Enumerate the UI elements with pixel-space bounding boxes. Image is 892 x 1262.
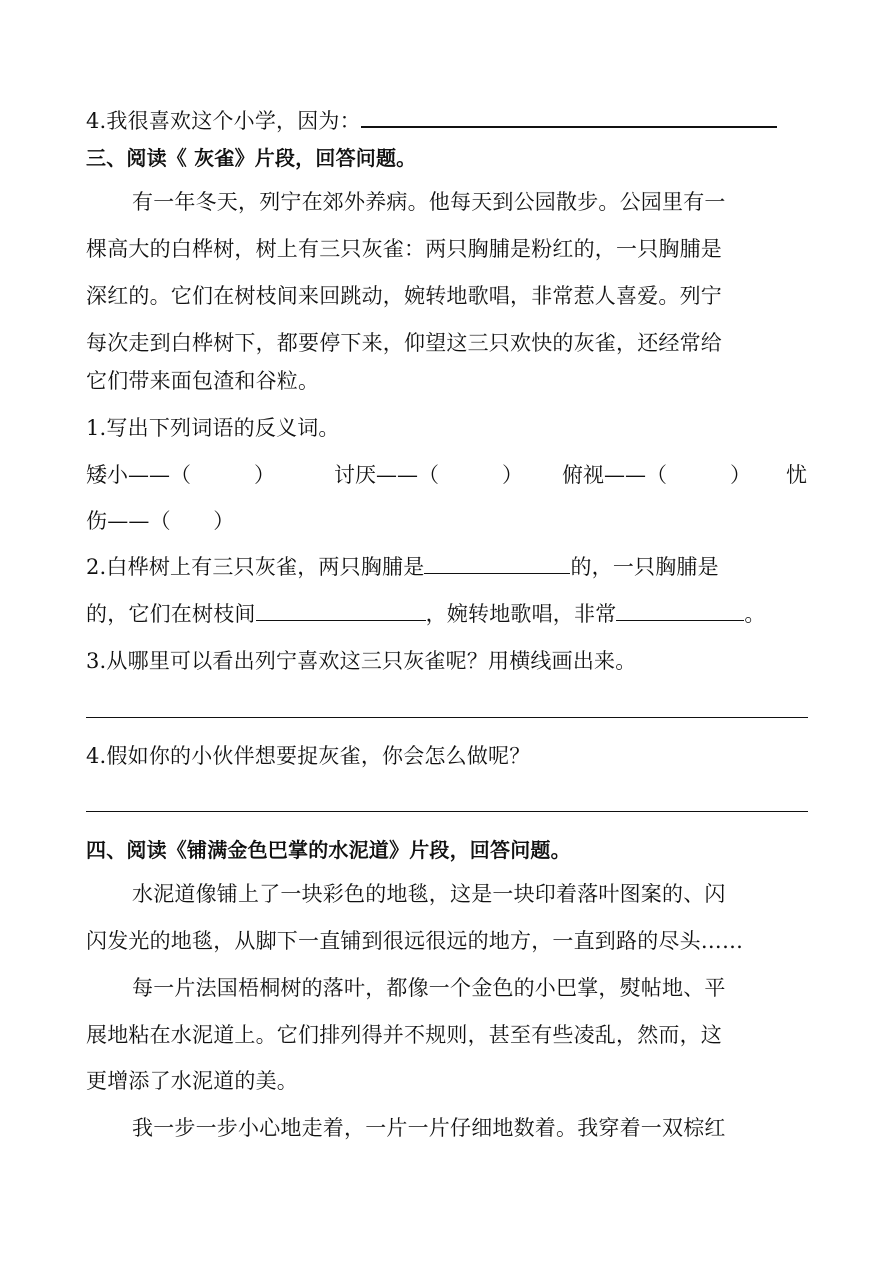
question-text: 2.白桦树上有三只灰雀，两只胸脯是 [86, 555, 425, 579]
question-3-1-title: 1.写出下列词语的反义词。 [86, 416, 340, 440]
passage-line: 它们带来面包渣和谷粒。 [86, 369, 320, 393]
passage-line: 有一年冬天，列宁在郊外养病。他每天到公园散步。公园里有一 [132, 190, 726, 214]
question-text: 。 [744, 602, 766, 626]
question-2-4 [86, 102, 777, 138]
question-2-4-text: 4.我很喜欢这个小学，因为： [86, 109, 361, 133]
question-text: ，婉转地歌唱，非常 [425, 602, 617, 626]
answer-blank[interactable] [424, 549, 570, 574]
section-3-heading: 三、阅读《 灰雀》片段，回答问题。 [86, 146, 417, 170]
section-4-heading: 四、阅读《铺满金色巴掌的水泥道》片段，回答问题。 [86, 838, 571, 862]
passage-line: 展地粘在水泥道上。它们排列得并不规则，甚至有些凌乱，然而，这 [86, 1023, 722, 1047]
question-text: 的，它们在树枝间 [86, 602, 256, 626]
worksheet-page [86, 0, 808, 1262]
antonym-item: 矮小——（ ） [86, 463, 275, 487]
answer-blank[interactable] [256, 596, 426, 621]
answer-blank[interactable] [616, 596, 744, 621]
question-3-2-line2 [86, 596, 766, 632]
question-3-2-line1 [86, 549, 719, 585]
passage-line: 我一步一步小心地走着，一片一片仔细地数着。我穿着一双棕红 [132, 1116, 726, 1140]
antonym-item: 讨厌——（ ） [334, 463, 523, 487]
answer-line[interactable] [86, 717, 808, 718]
antonym-item: 俯视——（ ） [562, 463, 751, 487]
passage-line: 棵高大的白桦树，树上有三只灰雀：两只胸脯是粉红的，一只胸脯是 [86, 237, 722, 261]
passage-line: 水泥道像铺上了一块彩色的地毯，这是一块印着落叶图案的、闪 [132, 882, 726, 906]
passage-line: 每次走到白桦树下，都要停下来，仰望这三只欢快的灰雀，还经常给 [86, 331, 722, 355]
question-3-4: 4.假如你的小伙伴想要捉灰雀，你会怎么做呢？ [86, 744, 531, 768]
answer-line[interactable] [86, 811, 808, 812]
passage-line: 闪发光的地毯，从脚下一直铺到很远很远的地方，一直到路的尽头…… [86, 929, 744, 953]
question-3-3: 3.从哪里可以看出列宁喜欢这三只灰雀呢？用横线画出来。 [86, 649, 637, 673]
passage-line: 深红的。它们在树枝间来回跳动，婉转地歌唱，非常惹人喜爱。列宁 [86, 284, 722, 308]
passage-line: 更增添了水泥道的美。 [86, 1069, 298, 1093]
antonym-item: 忧 [786, 463, 807, 487]
answer-blank[interactable] [361, 102, 777, 128]
question-text: 的，一只胸脯是 [570, 555, 719, 579]
antonym-item: 伤——（ ） [86, 509, 235, 533]
passage-line: 每一片法国梧桐树的落叶，都像一个金色的小巴掌，熨帖地、平 [132, 976, 726, 1000]
